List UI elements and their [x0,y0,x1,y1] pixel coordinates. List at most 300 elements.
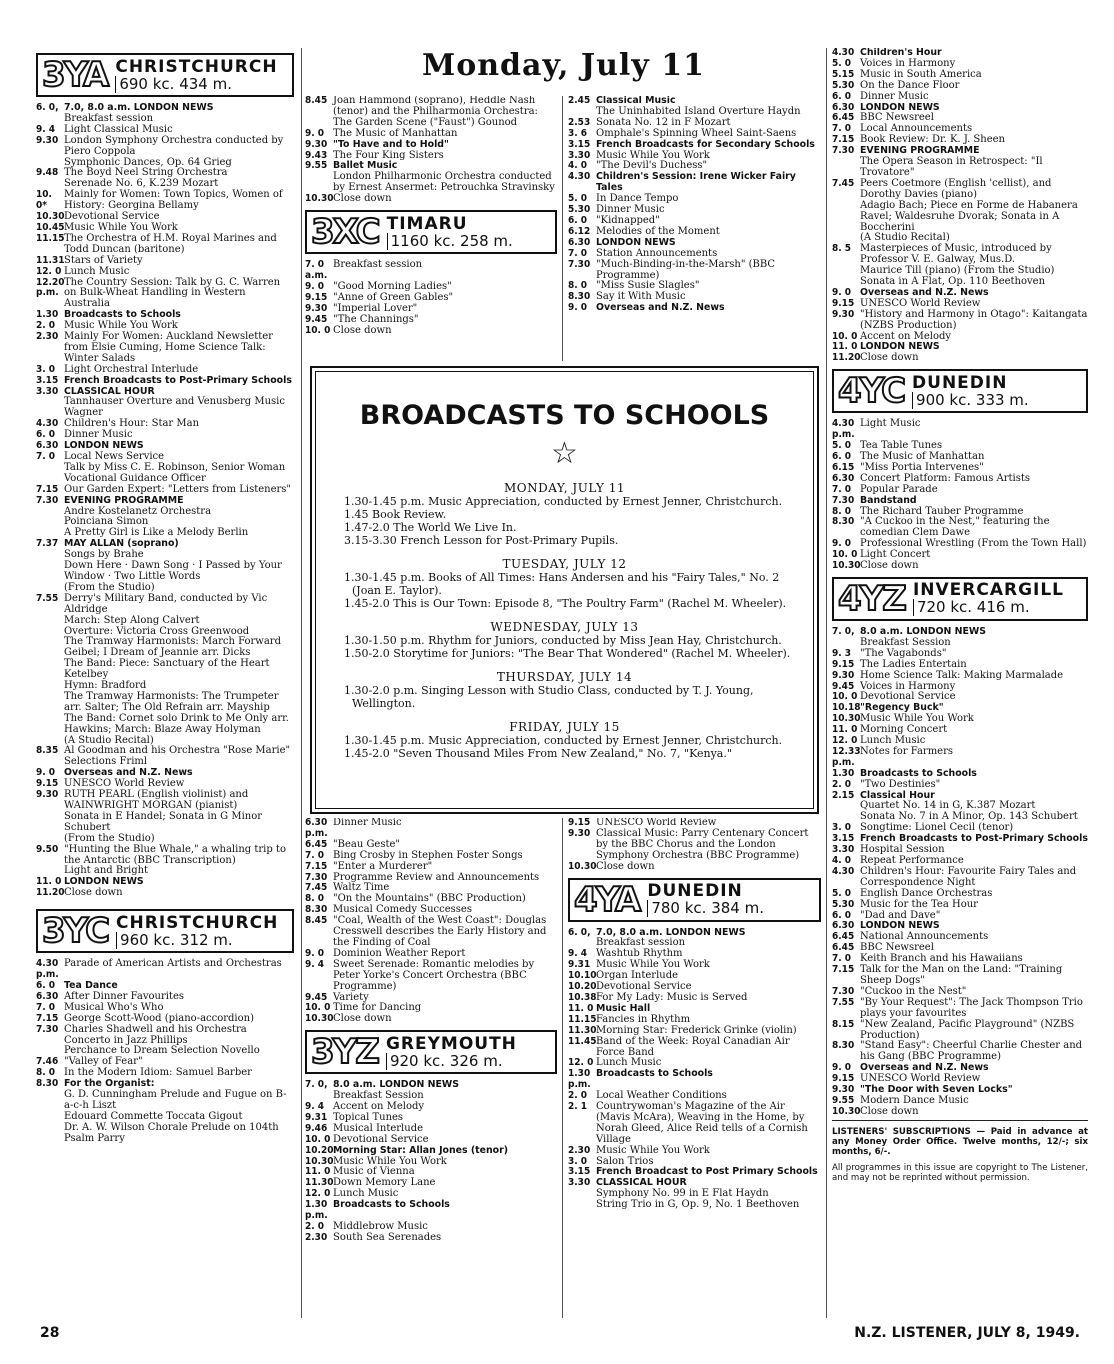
programme-title: Waltz Time [333,882,390,894]
programme-title: "The Devil's Duchess" [596,160,708,172]
programme-title: Dinner Music [333,818,402,828]
programme-title: Songtime: Lionel Cecil (tenor) [860,822,1014,834]
programme-title: Classical Hour [860,789,935,801]
programme-title: In Dance Tempo [596,193,679,205]
programme-title: Maurice Till (piano) (From the Studio) [860,265,1055,277]
station-city: CHRISTCHURCH [116,912,279,933]
box-title: BROADCASTS TO SCHOOLS [359,400,770,431]
programme-entry [36,812,294,834]
programme-time: 2.30 [305,1231,328,1243]
programme-time: 9. 4 [568,948,588,960]
programme-list-3xc-continued [568,96,821,314]
programme-title: Tea Dance [64,979,118,991]
programme-time: 10.38 [568,991,597,1003]
programme-title: UNESCO World Review [64,778,185,790]
programme-time: 11.15 [36,232,65,244]
programme-time: 5. 0 [568,193,588,205]
programme-title: BBC Newsreel [860,942,934,954]
programme-title: Countrywoman's Magazine of the Air (Mavis McAra), Weaving in the Home, by Norah Gleed, Alice Reid tells of a Cornish Village [596,1101,808,1145]
programme-title: 7.0, 8.0 a.m. LONDON NEWS [596,926,746,938]
programme-title: G. D. Cunningham Prelude and Fugue on B-a-c-h Liszt [64,1089,287,1111]
programme-title: Programme Review and Announcements [333,871,540,883]
programme-time: 11.20 [832,352,861,364]
programme-time: 9.30 [305,302,328,314]
programme-entry [568,1069,821,1091]
column-rule [562,818,563,1318]
schedule-day-heading: MONDAY, JULY 11 [503,481,626,495]
programme-time: 8.45 [305,915,328,927]
station-frequency: 690 kc. 434 m. [115,76,292,93]
programme-time: 2.15 [832,789,855,801]
programme-time: 6.30 [568,236,591,248]
column-4 [832,48,1088,1318]
programme-time: 10. 0 [305,1133,331,1145]
programme-title: MAY ALLAN (soprano) [64,538,179,550]
programme-title: Concerto in Jazz Phillips [64,1034,188,1046]
programme-time: 7. 0 [568,247,588,259]
programme-list-4yz [832,627,1088,1118]
programme-time: 11. 0 [832,341,858,353]
programme-entry [832,92,1088,103]
programme-entry [36,561,294,583]
programme-time: 3. 6 [568,127,588,139]
programme-time: 4.30 [36,418,59,430]
programme-title: EVENING PROGRAMME [64,494,184,506]
programme-title: Organ Interlude [596,970,679,982]
programme-title: Topical Tunes [333,1111,404,1123]
programme-time: 9.31 [568,959,591,971]
programme-time: 9.48 [36,167,59,179]
programme-time: 10. 0 [832,549,858,561]
programme-title: The Tramway Harmonists: The Trumpeter arr. Salter; The Old Refrain arr. Mayship [64,690,279,713]
broadcasts-to-schools-box [310,366,819,814]
programme-title: Melodies of the Moment [596,225,720,237]
programme-title: Music for the Tea Hour [860,898,978,910]
programme-title: Bandstand [860,494,917,506]
programme-entry [568,862,821,873]
programme-title: The Opera Season in Retrospect: "Il Trovatore" [860,156,1043,178]
programme-title: Music While You Work [64,221,178,233]
programme-time: 9.55 [305,160,328,172]
programme-title: Close down [860,560,919,572]
programme-title: Dinner Music [860,90,929,102]
programme-time: 7.15 [36,483,59,495]
programme-title: Overseas and N.Z. News [860,286,989,298]
programme-title: Music While You Work [860,713,974,725]
programme-time: 9. 4 [36,123,56,135]
programme-time: 8. 0 [568,280,588,292]
programme-title: Band of the Week: Royal Canadian Air Force Band [596,1035,790,1058]
programme-title: Sonata in E Handel; Sonata in G Minor Schubert [64,810,263,833]
programme-time: 6.45 [305,838,328,850]
programme-time: 10. 0 [305,324,331,336]
programme-list-4ya [568,928,821,1212]
programme-title: "Anne of Green Gables" [333,291,454,303]
programme-list-3xc [305,260,557,336]
programme-entry [36,332,294,365]
programme-time: 8.30 [832,516,855,528]
programme-title: Breakfast Session [860,636,951,648]
programme-time: 9.15 [832,297,855,309]
programme-time: 8.30 [305,904,328,916]
programme-title: Ballet Music [333,160,398,172]
programme-time: 2. 0 [305,1221,325,1232]
programme-title: Close down [333,324,392,336]
programme-title: For the Organist: [64,1078,155,1090]
programme-time: 1.30 p.m. [305,1199,328,1222]
programme-time: 10.10 [568,970,597,982]
programme-entry [36,256,294,267]
programme-title: "Kidnapped" [596,214,660,226]
station-frequency: 900 kc. 333 m. [912,392,1086,409]
programme-title: "To Have and to Hold" [333,138,449,150]
schedule-item: 1.50-2.0 Storytime for Juniors: "The Bear That Wondered" (Rachel M. Wheeler). [344,647,791,660]
page-number: 28 [40,1325,60,1341]
programme-time: 11.31 [36,254,65,266]
schedule-item: 1.30-1.50 p.m. Rhythm for Juniors, conducted by Miss Jean Hay, Christchurch. [344,634,782,647]
programme-entry [36,496,294,507]
programme-time: 10.30 [832,1105,861,1117]
programme-title: Musical Who's Who [64,1001,164,1013]
schedule-item: 1.45-2.0 "Seven Thousand Miles From New Zealand," No. 7, "Kenya." [344,747,732,760]
programme-time: 6. 0 [832,451,852,462]
programme-title: Our Garden Expert: "Letters from Listeners" [64,483,292,495]
programme-entry [305,862,557,873]
programme-time: 10.30 [832,713,861,725]
programme-title: Accent on Melody [860,330,952,342]
programme-entry [36,1123,294,1145]
programme-time: 9. 0 [305,280,325,292]
programme-title: "The Vagabonds" [860,647,947,659]
schedule-item: 1.45 Book Review. [344,508,447,521]
programme-title: (From the Studio) [64,581,155,593]
programme-title: Classical Music: Parry Centenary Concert by the BBC Chorus and the London Symphony Orchestra (BBC Programme) [596,827,809,861]
programme-entry [832,485,1088,496]
programme-title: Broadcasts to Schools [64,309,181,321]
programme-time: 10.20 [568,981,597,993]
programme-time: 7. 0 [36,1001,56,1013]
programme-title: A Pretty Girl is Like a Melody Berlin [64,527,249,539]
programme-title: "On the Mountains" (BBC Production) [333,893,526,905]
programme-title: Parade of American Artists and Orchestras [64,958,282,970]
programme-entry [568,829,821,862]
programme-title: Home Science Talk: Making Marmalade [860,669,1064,681]
programme-time: 10. 0* [36,189,52,212]
station-frequency: 1160 kc. 258 m. [387,233,555,250]
schedule-day-heading: FRIDAY, JULY 15 [509,720,620,734]
programme-entry [305,818,557,840]
station-city: GREYMOUTH [385,1033,517,1054]
programme-time: 11.15 [568,1013,597,1025]
programme-entry [832,900,1088,911]
programme-title: Sweet Serenade: Romantic melodies by Peter Yorke's Concert Orchestra (BBC Programme) [333,958,535,992]
programme-time: 7.37 [36,538,59,550]
programme-time: 10. 0 [832,691,858,703]
station-frequency: 920 kc. 326 m. [386,1053,555,1070]
programme-title: Breakfast Session [333,1090,424,1102]
programme-title: The Ladies Entertain [860,658,967,670]
programme-entry [36,190,294,212]
column-3-bottom [568,818,821,1318]
programme-time: 10.30 [305,1013,334,1025]
programme-time: 9.30 [36,789,59,801]
programme-time: 6.30 [832,472,855,484]
programme-entry [305,1146,557,1157]
programme-entry [36,463,294,485]
programme-title: LONDON NEWS [64,876,144,888]
programme-title: Dinner Music [596,204,665,216]
programme-title: Light and Bright [64,865,149,877]
programme-title: "Imperial Lover" [333,302,418,314]
programme-entry [305,129,557,140]
programme-time: 12.33 p.m. [832,745,861,768]
programme-entry [832,561,1088,572]
programme-time: 10. 0 [305,1002,331,1014]
programme-entry [305,140,557,151]
programme-list-3yc-continued [305,96,557,205]
programme-time: 12. 0 [832,735,858,747]
programme-time: 10.30 [305,193,334,205]
programme-entry [568,1200,821,1211]
programme-entry [305,326,557,337]
station-call-sign: 3YC [42,911,109,952]
programme-title: The Music of Manhattan [333,127,458,139]
programme-entry [832,81,1088,92]
programme-list-3ya [36,103,294,899]
programme-title: After Dinner Favourites [64,990,184,1002]
programme-title: Musical Comedy Successes [333,904,472,916]
programme-title: Charles Shadwell and his Orchestra [64,1023,247,1035]
programme-title: Light Orchestral Interlude [64,363,199,375]
programme-time: 11. 0 [568,1002,594,1014]
programme-entry [832,157,1088,179]
programme-entry [832,517,1088,539]
programme-title: Children's Hour [860,48,942,58]
programme-time: 7.15 [305,860,328,872]
programme-title: Close down [860,1105,919,1117]
programme-time: 8. 0 [36,1067,56,1079]
programme-entry [832,780,1088,791]
programme-title: Down Memory Lane [333,1177,436,1189]
programme-time: 7. 0, [832,625,855,637]
programme-time: 5. 0 [832,887,852,899]
programme-entry [832,671,1088,682]
programme-title: "Valley of Fear" [64,1056,143,1068]
programme-time: 8.30 [832,1040,855,1052]
programme-title: Derry's Military Band, conducted by Vic Aldridge [64,592,268,615]
programme-time: 4.30 [832,48,855,58]
programme-time: 11. 0 [832,724,858,736]
programme-time: 6. 0 [832,909,852,921]
schedule-day-heading: TUESDAY, JULY 12 [502,557,627,571]
programme-title: Light Music [860,418,921,430]
programme-title: Light Classical Music [64,123,173,135]
station-city: TIMARU [386,213,468,234]
programme-entry [36,1025,294,1036]
station-frequency: 960 kc. 312 m. [116,932,292,949]
programme-title: French Broadcasts for Secondary Schools [596,138,815,150]
programme-time: 8.35 [36,745,59,757]
programme-title: The Tramway Harmonists: March Forward Geibel; I Dream of Jeannie arr. Dicks [64,636,281,659]
programme-entry [36,376,294,387]
programme-title: National Announcements [860,931,989,943]
programme-title: Masterpieces of Music, introduced by Professor V. E. Galway, Mus.D. [860,243,1052,266]
programme-time: 9.43 [305,149,328,161]
programme-title: Bing Crosby in Stephen Foster Songs [333,849,523,861]
schedule-item: 1.30-1.45 p.m. Music Appreciation, conducted by Ernest Jenner, Christchurch. [344,734,783,747]
programme-title: Overseas and N.Z. News [860,1062,989,1074]
programme-entry [305,194,557,205]
programme-title: Sonata in A Flat, Op. 110 Beethoven [860,276,1046,288]
programme-title: Station Announcements [596,247,718,259]
programme-entry [36,397,294,419]
programme-time: 7. 0 [832,123,852,135]
programme-time: 7. 0 [832,953,852,965]
programme-time: 10.30 [305,1155,334,1167]
programme-entry [568,1026,821,1037]
programme-entry [36,267,294,278]
programme-title: On the Dance Floor [860,79,960,91]
programme-entry [305,1014,557,1025]
programme-title: UNESCO World Review [860,1073,981,1085]
programme-title: Lunch Music [333,1188,399,1200]
programme-time: 3.15 [832,833,855,845]
programme-entry [832,1107,1088,1118]
programme-entry [832,1020,1088,1042]
programme-time: 6. 0 [36,979,56,991]
programme-title: Close down [860,352,919,364]
programme-time: 3.30 [832,844,855,856]
programme-time: 8. 0 [305,893,325,905]
programme-title: "The Door with Seven Locks" [860,1084,1013,1096]
programme-title: The Orchestra of H.M. Royal Marines and Todd Duncan (baritone) [64,232,277,255]
programme-title: Perchance to Dream Selection Novello [64,1045,260,1057]
programme-entry [832,244,1088,266]
programme-title: Stars of Variety [64,254,143,266]
programme-title: The Richard Tauber Programme [860,505,1024,517]
schedule-day-heading: THURSDAY, JULY 14 [496,670,633,684]
programme-time: 4.30 [568,171,591,183]
programme-entry [305,1200,557,1222]
programme-title: EVENING PROGRAMME [860,145,980,157]
programme-time: 9.15 [36,778,59,790]
programme-title: Morning Star: Allan Jones (tenor) [333,1144,509,1156]
programme-time: 10. 0 [832,330,858,342]
programme-title: UNESCO World Review [596,818,717,828]
programme-time: 9.15 [832,1073,855,1085]
station-header-4yz [832,577,1088,621]
station-header-3xc [305,210,557,254]
subscriptions-notice: LISTENERS' SUBSCRIPTIONS — Paid in advance at any Money Order Office. Twelve months, 12/-; six months, 6/-. [832,1126,1088,1157]
programme-entry [832,747,1088,769]
column-2-top [305,96,557,364]
programme-time: 10.30 [36,211,65,223]
programme-entry [832,867,1088,889]
programme-time: 5.15 [832,68,855,80]
programme-time: 8.30 [568,291,591,303]
station-city: CHRISTCHURCH [115,56,278,77]
programme-title: Breakfast session [596,937,686,949]
programme-title: Close down [596,860,655,872]
programme-time: 10.30 [832,560,861,572]
programme-title: Edouard Commette Toccata Gigout [64,1110,243,1122]
programme-entry [568,1037,821,1059]
programme-title: Voices in Harmony [860,680,956,692]
schedule-item: 1.30-1.45 p.m. Music Appreciation, conducted by Ernest Jenner, Christchurch. [344,495,783,508]
programme-time: 3.15 [568,138,591,150]
programme-title: The Boyd Neel String Orchestra [64,167,228,179]
station-frequency: 720 kc. 416 m. [913,599,1086,616]
programme-title: Music While You Work [333,1155,447,1167]
column-rule [562,96,563,361]
programme-title: Local Weather Conditions [596,1090,727,1102]
station-frequency: 780 kc. 384 m. [647,900,819,917]
programme-title: The Music of Manhattan [860,451,985,462]
programme-time: 1.30 [36,309,59,321]
programme-time: 6.45 [832,931,855,943]
programme-entry [832,998,1088,1020]
programme-title: Talk for the Man on the Land: "Training Sheep Dogs" [860,964,1063,986]
programme-time: 7.45 [832,177,855,189]
programme-title: Music While You Work [596,959,710,971]
programme-title: Repeat Performance [860,855,964,866]
programme-entry [36,888,294,899]
programme-time: 9.55 [832,1094,855,1106]
programme-entry [832,353,1088,364]
programme-entry [568,1146,821,1157]
programme-title: Fancies in Rhythm [596,1013,691,1025]
schedule-item: 1.47-2.0 The World We Live In. [344,521,517,534]
column-3-top [568,96,821,364]
programme-entry [36,659,294,681]
issue-date: N.Z. LISTENER, JULY 8, 1949. [854,1325,1080,1341]
programme-title: Voices in Harmony [860,57,956,69]
programme-title: "Miss Susie Slagles" [596,280,700,292]
programme-time: 4. 0 [832,855,852,866]
programme-entry [832,889,1088,900]
programme-time: 6.30 [832,920,855,932]
programme-entry [305,1233,557,1244]
programme-time: 7. 0 [305,849,325,861]
programme-entry [36,1014,294,1025]
programme-title: Music of Vienna [333,1166,415,1178]
programme-entry [832,310,1088,332]
programme-title: Al Goodman and his Orchestra "Rose Marie" Selections Friml [64,745,291,768]
programme-entry [568,129,821,140]
programme-title: (From the Studio) [64,832,155,844]
programme-time: 7.30 [832,145,855,157]
programme-entry [568,249,821,260]
programme-title: Omphale's Spinning Wheel Saint-Saens [596,127,797,139]
programme-title: Variety [333,991,369,1003]
programme-title: "The Channings" [333,313,419,325]
star-icon: ☆ [551,436,578,471]
programme-time: 10.18 [832,702,861,714]
programme-time: 7.30 [36,494,59,506]
programme-title: For My Lady: Music is Served [596,991,748,1003]
programme-title: "New Zealand, Pacific Playground" (NZBS Production) [860,1018,1075,1041]
schedule-item: 1.30-2.0 p.m. Singing Lesson with Studio Class, conducted by T. J. Young, Wellington. [344,684,754,710]
programme-time: 2. 0 [36,320,56,332]
programme-title: Music While You Work [596,149,710,161]
page-masthead: Monday, July 11 [422,48,705,83]
programme-title: March: Step Along Calvert [64,614,200,626]
programme-title: Popular Parade [860,483,938,495]
programme-time: 6. 0 [568,214,588,226]
programme-entry [36,637,294,659]
programme-entry [36,714,294,736]
programme-title: String Trio in G, Op. 9, No. 1 Beethoven [596,1199,800,1211]
